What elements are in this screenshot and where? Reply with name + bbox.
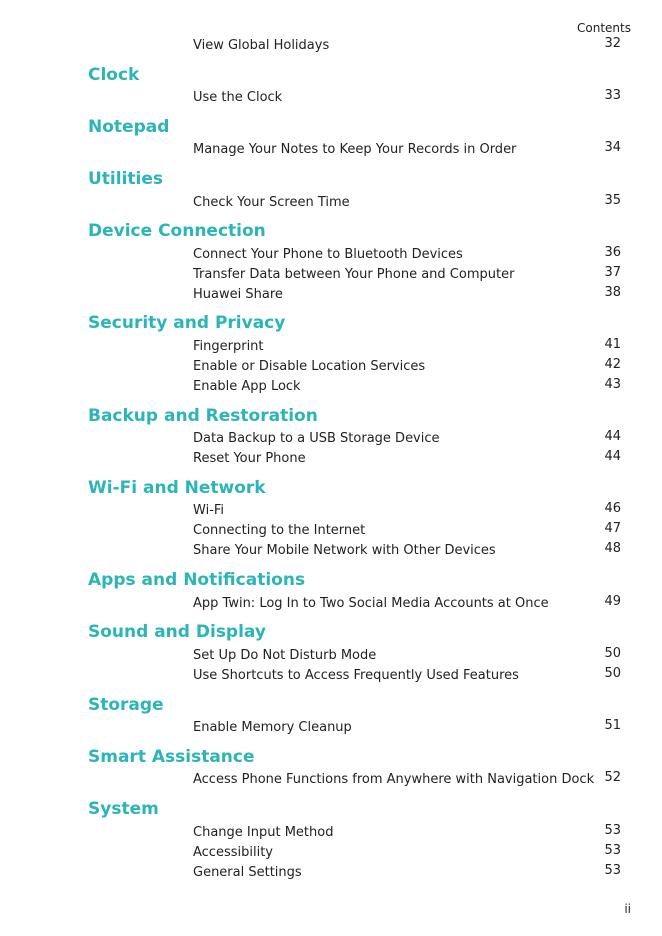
toc-entry-title[interactable]: Share Your Mobile Network with Other Devices (193, 543, 496, 558)
toc-entry[interactable] (193, 668, 621, 688)
toc-entry-page: 46 (604, 501, 621, 516)
toc-entry[interactable] (193, 865, 621, 885)
toc-entry-page: 32 (604, 36, 621, 51)
page-number: ii (624, 902, 631, 916)
toc-entry[interactable] (193, 431, 621, 451)
toc-entry-title[interactable]: Huawei Share (193, 287, 283, 302)
toc-entry-title[interactable]: Connect Your Phone to Bluetooth Devices (193, 247, 463, 262)
toc-entry[interactable] (193, 267, 621, 287)
section-title-sound-display[interactable]: Sound and Display (88, 622, 266, 642)
toc-entry-title[interactable]: Set Up Do Not Disturb Mode (193, 648, 377, 663)
toc-entry-page: 48 (604, 541, 621, 556)
toc-entry-page: 53 (604, 863, 621, 878)
toc-entry-title[interactable]: Enable or Disable Location Services (193, 359, 426, 374)
section-title-utilities[interactable]: Utilities (88, 169, 164, 189)
toc-entry-title[interactable]: Wi-Fi (193, 503, 225, 518)
toc-entry-page: 53 (604, 823, 621, 838)
toc-entry-page: 33 (604, 88, 621, 103)
toc-entry-title[interactable]: General Settings (193, 865, 302, 880)
toc-entry-title[interactable]: View Global Holidays (193, 38, 330, 53)
toc-entry-page: 53 (604, 843, 621, 858)
toc-entry[interactable] (193, 845, 621, 865)
section-title-smart-assistance[interactable]: Smart Assistance (88, 747, 255, 767)
toc-entry[interactable] (193, 38, 621, 58)
toc-entry[interactable] (193, 247, 621, 267)
toc-entry[interactable] (193, 142, 621, 162)
toc-entry-title[interactable]: Transfer Data between Your Phone and Computer (193, 267, 515, 282)
section-title-device-connection[interactable]: Device Connection (88, 221, 266, 241)
toc-entry-title[interactable]: Use Shortcuts to Access Frequently Used Features (193, 668, 519, 683)
toc-entry[interactable] (193, 543, 621, 563)
toc-entry[interactable] (193, 90, 621, 110)
toc-entry-title[interactable]: Check Your Screen Time (193, 195, 350, 210)
toc-entry-page: 37 (604, 265, 621, 280)
toc-entry-page: 50 (604, 646, 621, 661)
toc-entry-title[interactable]: Enable Memory Cleanup (193, 720, 352, 735)
toc-entry-page: 38 (604, 285, 621, 300)
section-title-storage[interactable]: Storage (88, 695, 164, 715)
toc-entry-page: 43 (604, 377, 621, 392)
toc-entry-title[interactable]: Manage Your Notes to Keep Your Records in Order (193, 142, 517, 157)
toc-entry[interactable] (193, 648, 621, 668)
running-header: Contents (577, 21, 631, 35)
toc-entry-page: 44 (604, 429, 621, 444)
section-title-clock[interactable]: Clock (88, 65, 140, 85)
toc-entry-page: 34 (604, 140, 621, 155)
toc-entry-title[interactable]: Change Input Method (193, 825, 334, 840)
toc-entry[interactable] (193, 339, 621, 359)
section-title-apps-notifications[interactable]: Apps and Notifications (88, 570, 306, 590)
toc-entry-title[interactable]: Access Phone Functions from Anywhere with Navigation Dock (193, 772, 595, 787)
toc-entry-title[interactable]: Accessibility (193, 845, 273, 860)
section-title-security-privacy[interactable]: Security and Privacy (88, 313, 286, 333)
section-title-system[interactable]: System (88, 799, 159, 819)
toc-entry-page: 36 (604, 245, 621, 260)
toc-entry-title[interactable]: Data Backup to a USB Storage Device (193, 431, 440, 446)
toc-entry[interactable] (193, 195, 621, 215)
toc-entry-title[interactable]: App Twin: Log In to Two Social Media Accounts at Once (193, 596, 549, 611)
toc-entry-title[interactable]: Fingerprint (193, 339, 264, 354)
toc-entry[interactable] (193, 379, 621, 399)
toc-entry-title[interactable]: Reset Your Phone (193, 451, 306, 466)
toc-entry-page: 44 (604, 449, 621, 464)
toc-entry-page: 41 (604, 337, 621, 352)
section-title-wifi-network[interactable]: Wi-Fi and Network (88, 478, 266, 498)
toc-entry-page: 49 (604, 594, 621, 609)
toc-entry-page: 50 (604, 666, 621, 681)
toc-entry[interactable] (193, 451, 621, 471)
toc-entry-title[interactable]: Use the Clock (193, 90, 283, 105)
toc-entry[interactable] (193, 596, 621, 616)
toc-entry[interactable] (193, 359, 621, 379)
toc-entry-page: 35 (604, 193, 621, 208)
toc-entry[interactable] (193, 503, 621, 523)
section-title-backup-restoration[interactable]: Backup and Restoration (88, 406, 318, 426)
section-title-notepad[interactable]: Notepad (88, 117, 170, 137)
toc-entry[interactable] (193, 772, 621, 792)
toc-entry-title[interactable]: Enable App Lock (193, 379, 301, 394)
toc-entry-page: 42 (604, 357, 621, 372)
toc-entry-title[interactable]: Connecting to the Internet (193, 523, 366, 538)
toc-entry[interactable] (193, 523, 621, 543)
toc-entry[interactable] (193, 287, 621, 307)
toc-entry-page: 51 (604, 718, 621, 733)
toc-entry[interactable] (193, 825, 621, 845)
toc-entry-page: 47 (604, 521, 621, 536)
toc-entry[interactable] (193, 720, 621, 740)
toc-entry-page: 52 (604, 770, 621, 785)
